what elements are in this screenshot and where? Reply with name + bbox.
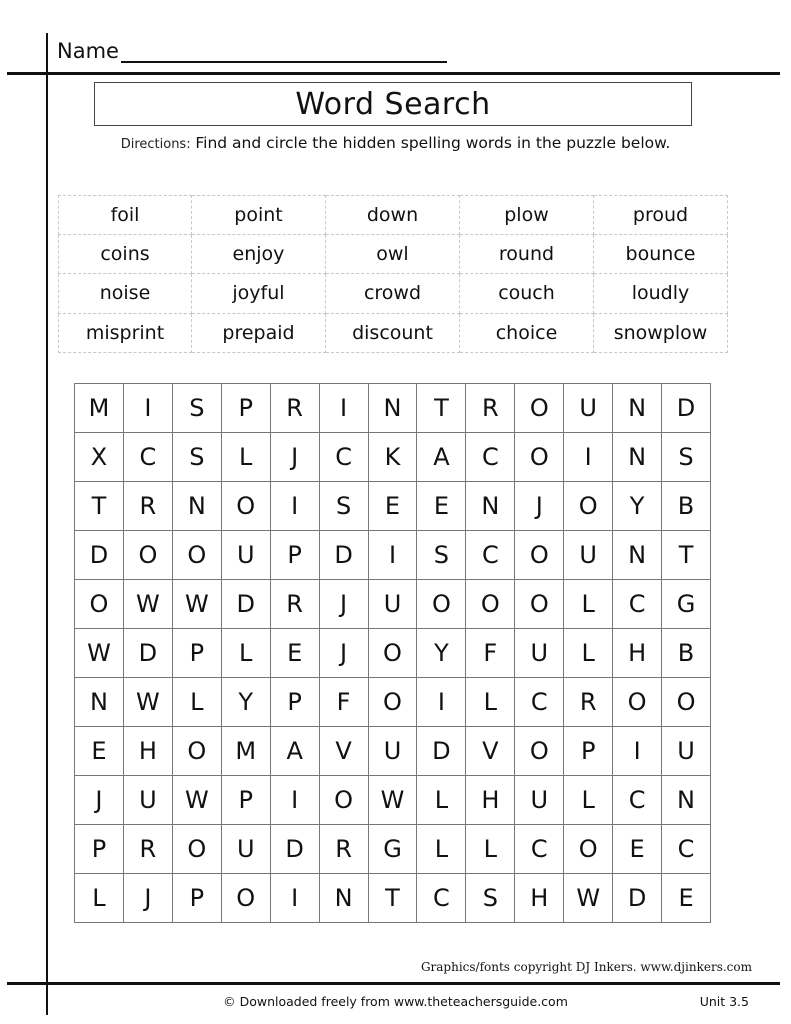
directions [0, 134, 791, 152]
grid-letter[interactable]: W [173, 776, 222, 825]
grid-letter[interactable]: A [417, 433, 466, 482]
grid-letter[interactable]: I [271, 874, 320, 923]
grid-letter[interactable]: M [222, 727, 271, 776]
grid-letter[interactable]: O [124, 531, 173, 580]
grid-letter[interactable]: P [222, 384, 271, 433]
grid-letter[interactable]: R [124, 825, 173, 874]
word-bank-item: down [326, 195, 460, 235]
grid-letter[interactable]: C [417, 874, 466, 923]
grid-letter[interactable]: P [564, 727, 613, 776]
word-bank-item: choice [460, 314, 594, 354]
grid-letter[interactable]: U [124, 776, 173, 825]
grid-letter[interactable]: W [564, 874, 613, 923]
grid-letter[interactable]: R [320, 825, 369, 874]
grid-letter[interactable]: O [369, 678, 418, 727]
grid-letter[interactable]: K [369, 433, 418, 482]
grid-letter[interactable]: C [613, 776, 662, 825]
grid-letter[interactable]: O [222, 482, 271, 531]
grid-letter[interactable]: O [515, 580, 564, 629]
word-bank-item: proud [594, 195, 728, 235]
grid-letter[interactable]: S [173, 433, 222, 482]
grid-letter[interactable]: C [124, 433, 173, 482]
grid-letter[interactable]: N [613, 433, 662, 482]
footer-rule [7, 982, 780, 985]
word-bank-item: prepaid [192, 314, 326, 354]
grid-letter[interactable]: R [564, 678, 613, 727]
grid-letter[interactable]: J [124, 874, 173, 923]
grid-letter[interactable]: O [75, 580, 124, 629]
grid-letter[interactable]: D [75, 531, 124, 580]
name-field[interactable] [121, 39, 447, 63]
grid-letter[interactable]: D [613, 874, 662, 923]
grid-letter[interactable]: J [75, 776, 124, 825]
word-bank-item: point [192, 195, 326, 235]
grid-letter[interactable]: D [124, 629, 173, 678]
grid-letter[interactable]: J [320, 629, 369, 678]
grid-letter[interactable]: H [466, 776, 515, 825]
grid-letter[interactable]: O [662, 678, 711, 727]
grid-letter[interactable]: I [369, 531, 418, 580]
grid-letter[interactable]: O [564, 825, 613, 874]
grid-letter[interactable]: O [417, 580, 466, 629]
grid-letter[interactable]: H [515, 874, 564, 923]
grid-letter[interactable]: L [564, 776, 613, 825]
grid-letter[interactable]: C [662, 825, 711, 874]
grid-letter[interactable]: S [662, 433, 711, 482]
grid-letter[interactable]: N [369, 384, 418, 433]
word-search-grid [74, 383, 711, 923]
grid-letter[interactable]: W [75, 629, 124, 678]
grid-letter[interactable]: P [271, 678, 320, 727]
grid-letter[interactable]: O [369, 629, 418, 678]
grid-letter[interactable]: N [613, 531, 662, 580]
word-bank-item: round [460, 235, 594, 275]
grid-letter[interactable]: O [466, 580, 515, 629]
grid-letter[interactable]: W [124, 678, 173, 727]
word-bank-item: foil [58, 195, 192, 235]
grid-letter[interactable]: E [662, 874, 711, 923]
grid-letter[interactable]: P [75, 825, 124, 874]
grid-letter[interactable]: I [271, 482, 320, 531]
word-bank-item: enjoy [192, 235, 326, 275]
grid-letter[interactable]: I [564, 433, 613, 482]
grid-letter[interactable]: V [320, 727, 369, 776]
grid-letter[interactable]: E [417, 482, 466, 531]
grid-letter[interactable]: S [417, 531, 466, 580]
directions-label: Directions: [120, 137, 191, 152]
grid-letter[interactable]: C [515, 825, 564, 874]
grid-letter[interactable]: S [466, 874, 515, 923]
grid-letter[interactable]: O [515, 433, 564, 482]
grid-letter[interactable]: I [271, 776, 320, 825]
footer-source: © Downloaded freely from www.theteachersguide.com [223, 994, 568, 1009]
grid-letter[interactable]: I [124, 384, 173, 433]
grid-letter[interactable]: D [662, 384, 711, 433]
grid-letter[interactable]: O [173, 727, 222, 776]
word-bank-item: plow [460, 195, 594, 235]
grid-letter[interactable]: N [613, 384, 662, 433]
grid-letter[interactable]: L [75, 874, 124, 923]
grid-letter[interactable]: E [75, 727, 124, 776]
grid-letter[interactable]: O [173, 531, 222, 580]
grid-letter[interactable]: R [466, 384, 515, 433]
grid-letter[interactable]: E [271, 629, 320, 678]
grid-letter[interactable]: C [613, 580, 662, 629]
grid-letter[interactable]: T [417, 384, 466, 433]
grid-letter[interactable]: O [173, 825, 222, 874]
grid-letter[interactable]: L [417, 776, 466, 825]
margin-line [46, 33, 48, 1015]
grid-letter[interactable]: G [369, 825, 418, 874]
grid-letter[interactable]: N [173, 482, 222, 531]
grid-letter[interactable]: P [222, 776, 271, 825]
grid-letter[interactable]: T [662, 531, 711, 580]
grid-letter[interactable]: R [271, 384, 320, 433]
grid-letter[interactable]: F [320, 678, 369, 727]
grid-letter[interactable]: U [662, 727, 711, 776]
word-bank-item: couch [460, 274, 594, 314]
grid-letter[interactable]: D [271, 825, 320, 874]
grid-letter[interactable]: R [124, 482, 173, 531]
grid-letter[interactable]: U [369, 580, 418, 629]
grid-letter[interactable]: L [417, 825, 466, 874]
unit-label: Unit 3.5 [699, 994, 749, 1009]
grid-letter[interactable]: O [515, 727, 564, 776]
grid-letter[interactable]: N [466, 482, 515, 531]
grid-letter[interactable]: L [222, 629, 271, 678]
grid-letter[interactable]: L [564, 580, 613, 629]
name-row [57, 33, 447, 63]
grid-letter[interactable]: W [369, 776, 418, 825]
word-bank-item: discount [326, 314, 460, 354]
grid-letter[interactable]: I [417, 678, 466, 727]
word-bank [58, 195, 728, 353]
grid-letter[interactable]: W [173, 580, 222, 629]
grid-letter[interactable]: J [515, 482, 564, 531]
grid-letter[interactable]: N [75, 678, 124, 727]
grid-letter[interactable]: U [369, 727, 418, 776]
name-label: Name [57, 39, 119, 63]
page-title: Word Search [295, 86, 491, 122]
word-bank-item: joyful [192, 274, 326, 314]
grid-letter[interactable]: W [124, 580, 173, 629]
grid-letter[interactable]: B [662, 629, 711, 678]
grid-letter[interactable]: R [271, 580, 320, 629]
header-rule [7, 72, 780, 75]
word-bank-item: owl [326, 235, 460, 275]
grid-letter[interactable]: C [320, 433, 369, 482]
grid-letter[interactable]: T [369, 874, 418, 923]
grid-letter[interactable]: L [564, 629, 613, 678]
word-bank-item: loudly [594, 274, 728, 314]
grid-letter[interactable]: L [173, 678, 222, 727]
grid-letter[interactable]: N [662, 776, 711, 825]
grid-letter[interactable]: P [173, 629, 222, 678]
grid-letter[interactable]: O [515, 384, 564, 433]
grid-letter[interactable]: U [564, 384, 613, 433]
grid-letter[interactable]: U [564, 531, 613, 580]
grid-letter[interactable]: O [564, 482, 613, 531]
grid-letter[interactable]: I [613, 727, 662, 776]
grid-letter[interactable]: D [320, 531, 369, 580]
grid-letter[interactable]: L [466, 825, 515, 874]
grid-letter[interactable]: P [271, 531, 320, 580]
grid-letter[interactable]: A [271, 727, 320, 776]
grid-letter[interactable]: D [222, 580, 271, 629]
grid-letter[interactable]: L [466, 678, 515, 727]
grid-letter[interactable]: P [173, 874, 222, 923]
grid-letter[interactable]: L [222, 433, 271, 482]
grid-letter[interactable]: O [613, 678, 662, 727]
grid-letter[interactable]: O [320, 776, 369, 825]
word-bank-item: bounce [594, 235, 728, 275]
grid-letter[interactable]: C [515, 678, 564, 727]
grid-letter[interactable]: B [662, 482, 711, 531]
grid-letter[interactable]: O [222, 874, 271, 923]
directions-text: Find and circle the hidden spelling words in the puzzle below. [195, 134, 671, 152]
grid-letter[interactable]: J [320, 580, 369, 629]
grid-letter[interactable]: U [222, 825, 271, 874]
grid-letter[interactable]: Y [417, 629, 466, 678]
grid-letter[interactable]: T [75, 482, 124, 531]
grid-letter[interactable]: Y [222, 678, 271, 727]
grid-letter[interactable]: S [173, 384, 222, 433]
title-box [94, 82, 692, 126]
grid-letter[interactable]: S [320, 482, 369, 531]
grid-letter[interactable]: G [662, 580, 711, 629]
grid-letter[interactable]: M [75, 384, 124, 433]
grid-letter[interactable]: C [466, 531, 515, 580]
grid-letter[interactable]: E [369, 482, 418, 531]
grid-letter[interactable]: V [466, 727, 515, 776]
copyright-note: Graphics/fonts copyright DJ Inkers. www.djinkers.com [420, 960, 752, 974]
grid-letter[interactable]: E [613, 825, 662, 874]
word-bank-item: misprint [58, 314, 192, 354]
word-bank-item: noise [58, 274, 192, 314]
grid-letter[interactable]: H [613, 629, 662, 678]
grid-letter[interactable]: X [75, 433, 124, 482]
grid-letter[interactable]: Y [613, 482, 662, 531]
grid-letter[interactable]: D [417, 727, 466, 776]
grid-letter[interactable]: J [271, 433, 320, 482]
grid-letter[interactable]: U [515, 776, 564, 825]
grid-letter[interactable]: H [124, 727, 173, 776]
grid-letter[interactable]: U [515, 629, 564, 678]
grid-letter[interactable]: U [222, 531, 271, 580]
word-bank-item: snowplow [594, 314, 728, 354]
grid-letter[interactable]: N [320, 874, 369, 923]
word-bank-item: coins [58, 235, 192, 275]
word-bank-item: crowd [326, 274, 460, 314]
grid-letter[interactable]: I [320, 384, 369, 433]
grid-letter[interactable]: O [515, 531, 564, 580]
grid-letter[interactable]: C [466, 433, 515, 482]
grid-letter[interactable]: F [466, 629, 515, 678]
